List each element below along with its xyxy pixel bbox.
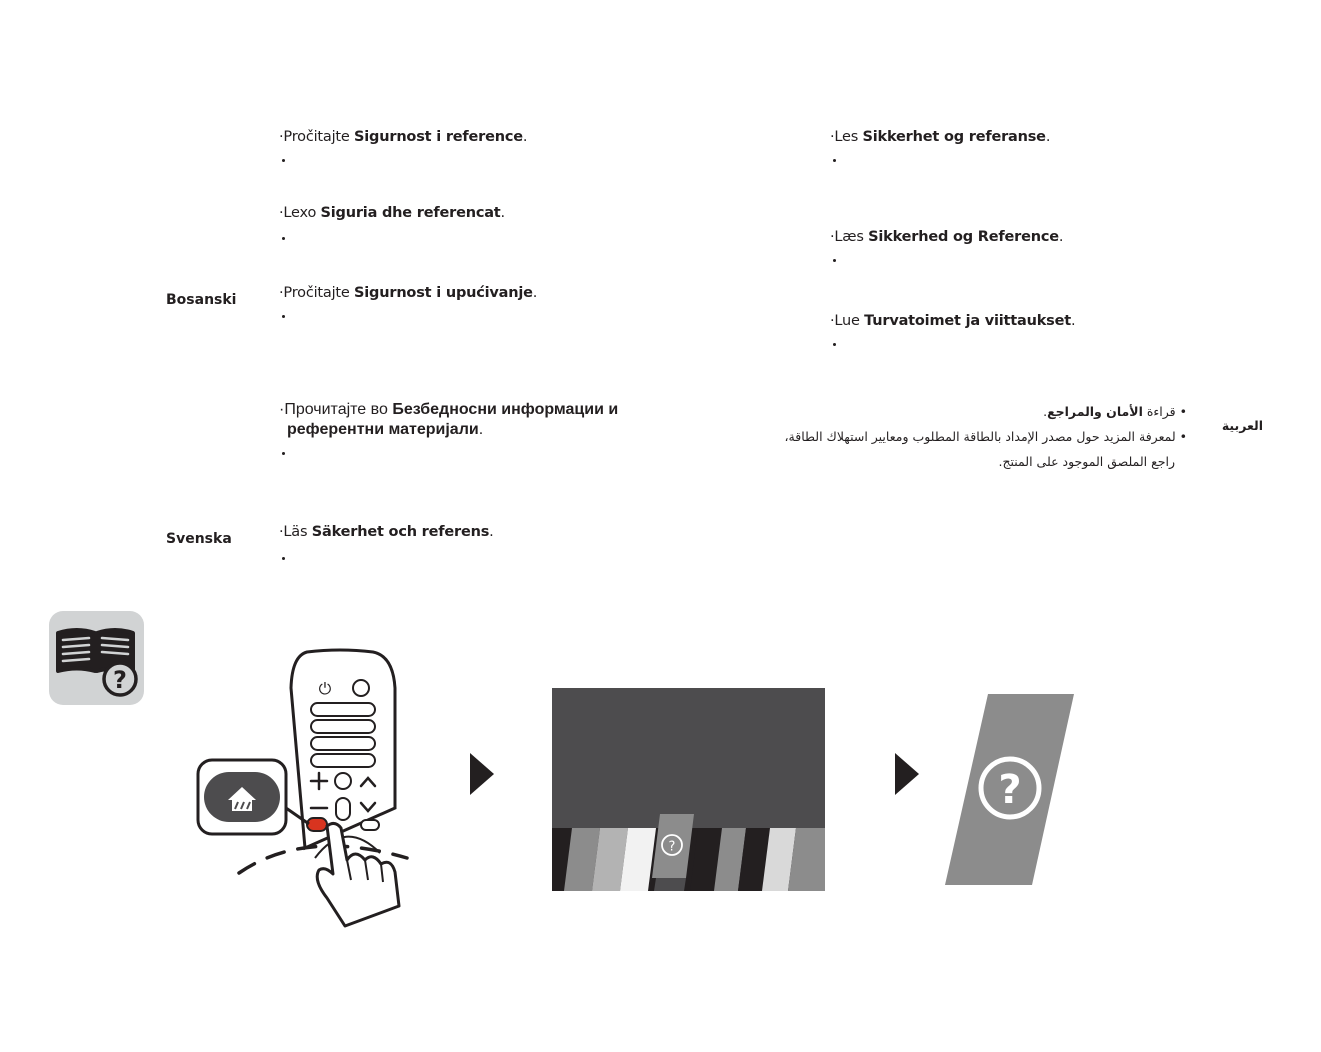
svg-text:?: ? [668,839,676,855]
language-label-arabic: العربية [1221,418,1263,433]
instruction-line: ·Pročitajte Sigurnost i reference. [279,129,528,145]
instruction-line: ·Lue Turvatoimet ja viittaukset. [830,313,1076,329]
magic-remote-icon [195,648,415,933]
tv-home-screen [552,688,825,891]
svg-text:?: ? [998,767,1022,813]
arabic-line-2: • لمعرفة المزيد حول مصدر الإمداد بالطاقة المطلوب ومعايير استهلاك الطاقة، [784,429,1187,444]
instruction-line: ·Læs Sikkerhed og Reference. [830,229,1064,245]
bullet-dot [282,159,285,162]
bullet-dot [282,315,285,318]
instruction-line: ·Lexo Siguria dhe referencat. [279,205,505,221]
language-label: Svenska [166,531,232,547]
right-arrow-icon [895,753,919,799]
bullet-dot [833,159,836,162]
instruction-line: ·Läs Säkerhet och referens. [279,524,494,540]
language-label: Bosanski [166,292,237,308]
bullet-dot [833,259,836,262]
arabic-line-3: راجع الملصق الموجود على المنتج. [998,454,1175,469]
instruction-line-continued: референтни материјали. [287,421,484,438]
bullet-dot [282,557,285,560]
arabic-line-1: • قراءة الأمان والمراجع. [1043,404,1187,419]
open-book-question-icon [49,611,144,705]
bullet-dot [282,452,285,455]
bullet-dot [282,237,285,240]
bullet-dot [833,343,836,346]
instruction-line: ·Pročitajte Sigurnost i upućivanje. [279,285,538,301]
right-arrow-icon [470,753,494,799]
instruction-line: ·Les Sikkerhet og referanse. [830,129,1051,145]
instruction-line: ·Прочитајте во Безбедносни информации и [279,401,619,418]
help-question-tile-icon [944,693,1076,891]
svg-text:⏻: ⏻ [318,679,332,698]
svg-text:?: ? [113,666,127,694]
